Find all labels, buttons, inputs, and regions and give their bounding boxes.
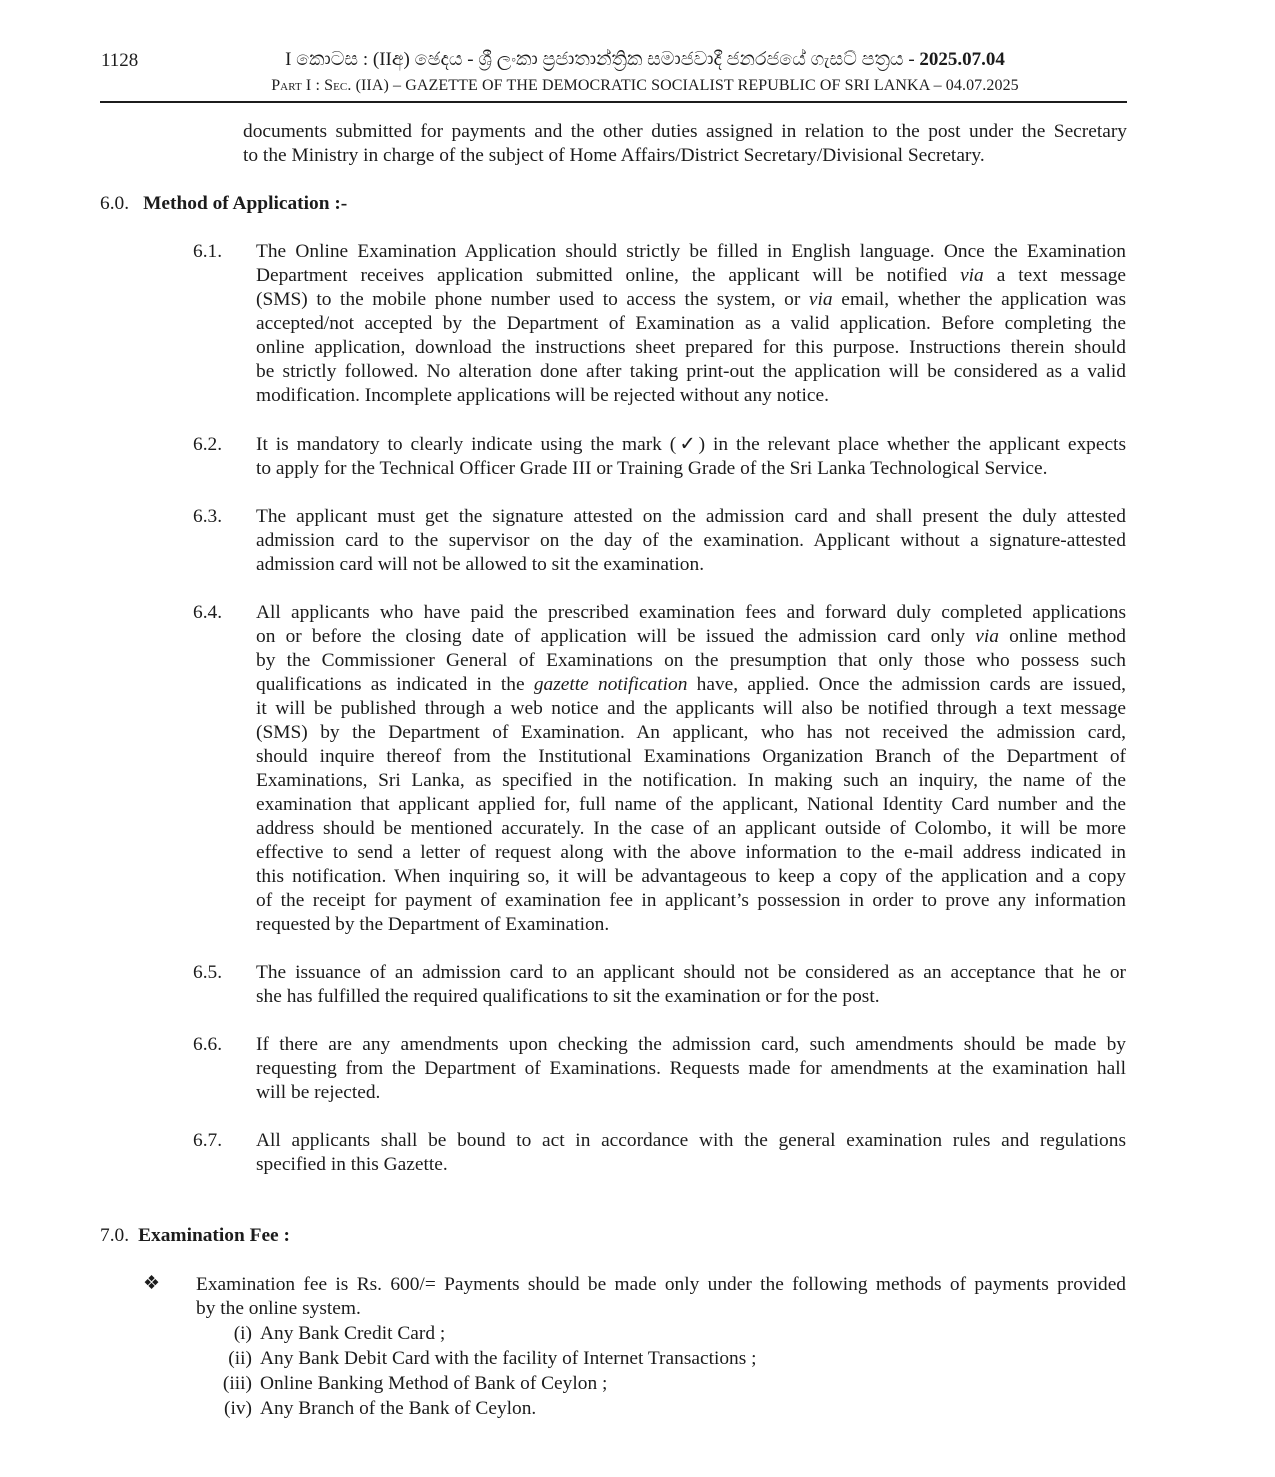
section-7-heading	[100, 1225, 290, 1247]
fee-line: Examination fee is Rs. 600/= Payments should be made only under the following methods of payments provided	[196, 1274, 1126, 1295]
list-item	[200, 1396, 757, 1421]
english-part: Part I	[271, 77, 312, 94]
page-number: 1128	[101, 50, 139, 71]
item-line: admission card to the supervisor on the day of the examination. Applicant without a signature-attested	[256, 530, 1126, 551]
item-number: 6.6.	[193, 1034, 223, 1055]
item-line: The Online Examination Application should strictly be filled in English language. Once the Examination	[256, 241, 1126, 262]
item-line: this notification. When inquiring so, it will be advantageous to keep a copy of the application and a copy	[256, 866, 1126, 887]
list-text: Any Branch of the Bank of Ceylon.	[260, 1398, 537, 1419]
list-numeral: (iii)	[222, 1373, 252, 1394]
item-6-3	[256, 505, 1126, 577]
item-line: accepted/not accepted by the Department of Examination as a valid application. Before completing the	[256, 313, 1126, 334]
english-sep: :	[311, 77, 325, 94]
sinhala-title: I කොටස : (IIඅ) ඡෙදය - ශ්‍රී ලංකා ප්‍රජාතාන්ත්‍රික සමාජවාදී ජනරජයේ ගැසට් පත්‍රය -	[285, 49, 920, 70]
english-rest: (IIA) – GAZETTE OF THE DEMOCRATIC SOCIALIST REPUBLIC OF SRI LANKA – 04.07.2025	[351, 77, 1019, 94]
fee-paragraph	[196, 1273, 1126, 1321]
list-numeral: (ii)	[228, 1348, 252, 1369]
item-number: 6.4.	[193, 602, 223, 623]
section-title: Method of Application :-	[143, 193, 348, 214]
item-6-5	[256, 961, 1126, 1009]
item-line: she has fulfilled the required qualifications to sit the examination or for the post.	[256, 986, 880, 1007]
item-line: of the receipt for payment of examination fee in applicant’s possession in order to prove any information	[256, 890, 1126, 911]
item-line: The issuance of an admission card to an applicant should not be considered as an acceptance that he or	[256, 962, 1126, 983]
item-6-4	[256, 601, 1126, 937]
item-6-1	[256, 240, 1126, 408]
list-item	[200, 1321, 757, 1346]
item-number: 6.5.	[193, 962, 223, 983]
item-line: to apply for the Technical Officer Grade III or Training Grade of the Sri Lanka Technological Service.	[256, 458, 1048, 479]
item-line: All applicants shall be bound to act in accordance with the general examination rules and regulations	[256, 1130, 1126, 1151]
item-number: 6.1.	[193, 241, 223, 262]
item-number: 6.3.	[193, 506, 223, 527]
list-numeral: (i)	[233, 1323, 252, 1344]
item-line: examination that applicant applied for, full name of the applicant, National Identity Card number and the	[256, 794, 1126, 815]
list-numeral: (iv)	[224, 1398, 252, 1419]
section-number: 6.0.	[100, 193, 130, 214]
list-text: Any Bank Debit Card with the facility of Internet Transactions ;	[260, 1348, 757, 1369]
item-line: requesting from the Department of Examinations. Requests made for amendments at the examination hall	[256, 1058, 1126, 1079]
section-6-heading	[100, 193, 347, 215]
item-line: should inquire thereof from the Institutional Examinations Organization Branch of the Department of	[256, 746, 1126, 767]
item-line: It is mandatory to clearly indicate using the mark (✓) in the relevant place whether the applicant expects	[256, 434, 1126, 455]
item-line: effective to send a letter of request along with the above information to the e-mail address indicated in	[256, 842, 1126, 863]
intro-line: documents submitted for payments and the other duties assigned in relation to the post under the Secretary	[243, 121, 1127, 142]
item-6-2	[256, 433, 1126, 481]
item-line: on or before the closing date of application will be issued the admission card only via online method	[256, 626, 1126, 647]
sinhala-date: 2025.07.04	[919, 49, 1005, 70]
item-line: by the Commissioner General of Examinations on the presumption that only those who possess such	[256, 650, 1126, 671]
list-item	[200, 1371, 757, 1396]
item-6-7	[256, 1129, 1126, 1177]
item-line: Examinations, Sri Lanka, as specified in the notification. In making such an inquiry, the name of the	[256, 770, 1126, 791]
item-line: modification. Incomplete applications will be rejected without any notice.	[256, 385, 829, 406]
section-number: 7.0.	[100, 1225, 130, 1246]
item-line: admission card will not be allowed to sit the examination.	[256, 554, 705, 575]
item-line: All applicants who have paid the prescribed examination fees and forward duly completed applications	[256, 602, 1126, 623]
payment-methods-list	[200, 1321, 757, 1421]
item-line: qualifications as indicated in the gazette notification have, applied. Once the admission cards are issued,	[256, 674, 1126, 695]
item-line: (SMS) to the mobile phone number used to access the system, or via email, whether the application was	[256, 289, 1126, 310]
english-header	[210, 77, 1080, 95]
diamond-bullet-icon: ❖	[143, 1273, 161, 1294]
item-line: will be rejected.	[256, 1082, 381, 1103]
fee-line: by the online system.	[196, 1298, 361, 1319]
item-line: address should be mentioned accurately. In the case of an applicant outside of Colombo, it will be more	[256, 818, 1126, 839]
list-text: Online Banking Method of Bank of Ceylon ;	[260, 1373, 608, 1394]
item-6-6	[256, 1033, 1126, 1105]
item-line: online application, download the instructions sheet prepared for this purpose. Instructions therein should	[256, 337, 1126, 358]
item-line: If there are any amendments upon checking the admission card, such amendments should be made by	[256, 1034, 1126, 1055]
item-number: 6.7.	[193, 1130, 223, 1151]
list-item	[200, 1346, 757, 1371]
item-line: The applicant must get the signature attested on the admission card and shall present the duly attested	[256, 506, 1126, 527]
item-line: (SMS) by the Department of Examination. An applicant, who has not received the admission card,	[256, 722, 1126, 743]
item-line: Department receives application submitted online, the applicant will be notified via a text message	[256, 265, 1126, 286]
sinhala-header	[210, 49, 1080, 71]
item-number: 6.2.	[193, 434, 223, 455]
intro-line: to the Ministry in charge of the subject of Home Affairs/District Secretary/Divisional Secretary.	[243, 145, 985, 166]
item-line: it will be published through a web notice and the applicants will also be notified through a text message	[256, 698, 1126, 719]
english-sec: Sec.	[324, 77, 352, 94]
item-line: requested by the Department of Examination.	[256, 914, 610, 935]
list-text: Any Bank Credit Card ;	[260, 1323, 446, 1344]
section-title: Examination Fee :	[138, 1225, 290, 1246]
header-rule	[100, 101, 1127, 103]
item-line: be strictly followed. No alteration done after taking print-out the application will be considered as a valid	[256, 361, 1126, 382]
intro-paragraph	[243, 120, 1127, 168]
item-line: specified in this Gazette.	[256, 1154, 448, 1175]
